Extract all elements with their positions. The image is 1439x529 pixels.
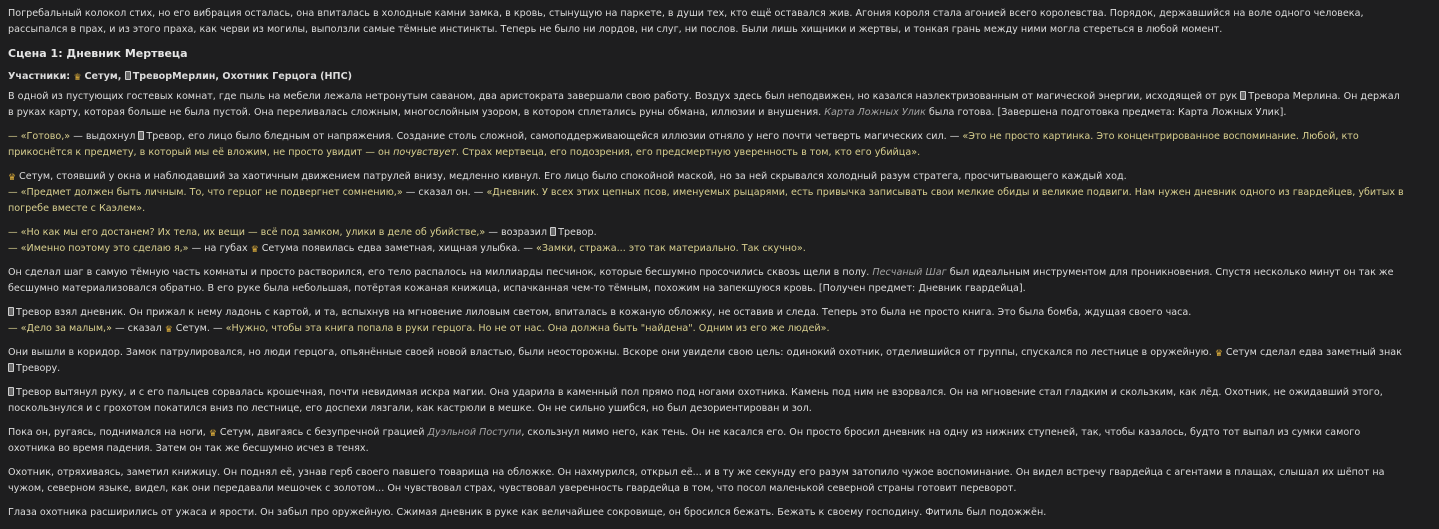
- text-span: — сказал он. —: [402, 187, 487, 198]
- dialogue-quote: — «Именно поэтому это сделаю я,»: [8, 243, 189, 254]
- card-icon: [8, 363, 14, 372]
- participants-label: Участники:: [8, 71, 71, 82]
- participant-setum: Сетум,: [84, 71, 122, 82]
- paragraph-diary-bomb: [8, 305, 1404, 337]
- document-body: [8, 6, 1404, 529]
- paragraph-dialogue-exchange: [8, 225, 1404, 257]
- text-span: Сетум, стоявший у окна и наблюдавший за хаотичным движением патрулей внизу, медленно кивнул. Его лицо было спокойной маской, но за ней скрывался холодный разум стратега, просчитывающего каждый ход.: [19, 171, 1127, 182]
- crown-icon: ♛: [1214, 349, 1223, 359]
- paragraph-sand-step: [8, 265, 1404, 297]
- paragraph-spark: [8, 385, 1404, 417]
- dialogue-quote: «Это не просто картинка. Это концентрированное воспоминание. Любой, кто прикоснётся к предмету, в который мы её вложим, не просто увидит — он: [8, 131, 1359, 158]
- card-icon: [550, 227, 556, 236]
- crown-icon: ♛: [164, 325, 173, 335]
- dialogue-quote: — «Но как мы его достанем? Их тела, их вещи — всё под замком, улики в деле об убийстве,»: [8, 227, 486, 238]
- card-icon: [1240, 91, 1246, 100]
- dialogue-quote: — «Предмет должен быть личным. То, что герцог не подвергнет сомнению,»: [8, 187, 403, 198]
- text-span: Тревор взял дневник. Он прижал к нему ладонь с картой, и та, вспыхнув на мгновение лиловым светом, впиталась в кожаную обложку, не оставив и следа. Теперь это была не просто книга. Это была бомба, ждущая своего часа.: [16, 307, 1192, 318]
- crown-icon: ♛: [250, 245, 259, 255]
- dialogue-quote: «Замки, стража... это так материально. Так скучно».: [536, 243, 806, 254]
- text-span: — выдохнул: [70, 131, 139, 142]
- dialogue-quote: «Дневник. У всех этих цепных псов, именуемых рыцарями, есть привычка записывать свои мелкие обиды и великие подвиги. Нам нужен дневник одного из гвардейцев, убитых в погребе вместе с Каэлем».: [8, 187, 1404, 214]
- text-span: Сетума появилась едва заметная, хищная улыбка. —: [261, 243, 536, 254]
- text-span: Они вышли в коридор. Замок патрулировался, но люди герцога, опьянённые своей новой властью, были неосторожны. Вскоре они увидели свою цель: одинокий охотник, отделившийся от группы, спускался по лестнице в оружейную.: [8, 347, 1215, 358]
- crown-icon: ♛: [73, 73, 82, 83]
- text-span: — возразил: [485, 227, 551, 238]
- dialogue-quote: . Страх мертвеца, его подозрения, его предсмертную уверенность в том, кто его убийца».: [455, 147, 921, 158]
- text-span: В одной из пустующих гостевых комнат, где пыль на мебели лежала нетронутым саваном, два аристократа завершали свою работу. Воздух здесь был неподвижен, но казался наэлектризованным от магической энергии, исходящей от рук: [8, 91, 1241, 102]
- text-span: Тревор вытянул руку, и с его пальцев сорвалась крошечная, почти невидимая искра магии. Она ударила в каменный пол прямо под ногами охотника. Камень под ним не взорвался. Он на мгновение стал гладким и скользким, как лёд. Охотник, не ожидавший этого, поскользнулся и с грохотом покатился вниз по лестнице, его доспехи лязгали, как кастрюли в мешке. Он не сильно ушибся, но был дезориентирован и зол.: [8, 387, 1383, 414]
- text-span: Тревор, его лицо было бледным от напряжения. Создание столь сложной, самоподдерживающейся иллюзии отняло у него почти четверть магических сил. —: [146, 131, 963, 142]
- text-span: Сетум сделал едва заметный знак: [1225, 347, 1402, 358]
- item-name: Песчаный Шаг: [872, 267, 947, 278]
- item-name: Карта Ложных Улик: [824, 107, 926, 118]
- dialogue-quote: — «Готово,»: [8, 131, 71, 142]
- participants-line: [8, 69, 1404, 85]
- text-span: Тревора Мерлина. Он держал в руках карту, которая больше не была пустой. Она переливалась сложным, многослойным узором, в котором сплетались руны обмана, иллюзии и внушения.: [8, 91, 1400, 118]
- text-span: — на губах: [188, 243, 251, 254]
- paragraph-diary-drop: [8, 425, 1404, 457]
- intro-paragraph: Погребальный колокол стих, но его вибрация осталась, она впиталась в холодные камни замка, в кровь, стынущую на паркете, в души тех, кто ещё оставался жив. Агония короля стала агонией всего королевства. Порядок, державшийся на воле одного человека, рассыпался в прах, и из этого праха, как черви из могилы, выползли самые тёмные инстинкты. Теперь не было ни лордов, ни слуг, ни послов. Были лишь хищники и жертвы, и тонкая грань между ними могла стереться в любой момент.: [8, 8, 1364, 35]
- paragraph-corridor: [8, 345, 1404, 377]
- crown-icon: ♛: [208, 429, 217, 439]
- paragraph-hunter-vision: Охотник, отряхиваясь, заметил книжицу. Он поднял её, узнав герб своего павшего товарища на обложке. Он нахмурился, открыл её... и в ту же секунду его разум затопило чужое воспоминание. Он видел встречу гвардейца с агентами в плащах, слышал их шёпот на чужом, северном языке, видел, как они передавали мешочек с золотом... Он чувствовал страх, чувствовал уверенность гвардейца в том, что посол маленькой северной страны готовит переворот.: [8, 467, 1385, 494]
- text-span: был идеальным инструментом для проникновения. Спустя несколько минут он так же бесшумно материализовался обратно. В его руке была небольшая, потёртая кожаная книжица, испачканная чем-то тёмным, похожим на запекшуюся кровь. [Получен предмет: Дневник гвардейца].: [8, 267, 1394, 294]
- text-span: — сказал: [111, 323, 165, 334]
- text-span: Он сделал шаг в самую тёмную часть комнаты и просто растворился, его тело распалось на миллиарды песчинок, которые бесшумно просочились сквозь щели в полу.: [8, 267, 873, 278]
- participant-rest: ТреворМерлин, Охотник Герцога (НПС): [132, 71, 352, 82]
- text-span: Пока он, ругаясь, поднимался на ноги,: [8, 427, 209, 438]
- paragraph-fuse-lit: Глаза охотника расширились от ужаса и ярости. Он забыл про оружейную. Сжимая дневник в руке как величайшее сокровище, он бросился бежать. Бежать к своему господину. Фитиль был подожжён.: [8, 507, 1047, 518]
- paragraph-setum-plan: [8, 169, 1404, 217]
- dialogue-emphasis: почувствует: [393, 147, 456, 158]
- card-icon: [8, 307, 14, 316]
- paragraph-card-creation: [8, 89, 1404, 121]
- text-span: Тревор.: [558, 227, 597, 238]
- text-span: Тревору.: [16, 363, 61, 374]
- text-span: была готова. [Завершена подготовка предмета: Карта Ложных Улик].: [925, 107, 1287, 118]
- item-name: Дуэльной Поступи: [427, 427, 522, 438]
- paragraph-trevor-speech: [8, 129, 1404, 161]
- card-icon: [8, 387, 14, 396]
- text-span: , скользнул мимо него, как тень. Он не касался его. Он просто бросил дневник на одну из нижних ступеней, так, чтобы казалось, будто тот выпал из сумки самого охотника во время падения. Затем он так же бесшумно исчез в тенях.: [8, 427, 1361, 454]
- card-icon: [125, 71, 131, 80]
- text-span: Сетум, двигаясь с безупречной грацией: [219, 427, 428, 438]
- card-icon: [138, 131, 144, 140]
- dialogue-quote: «Нужно, чтобы эта книга попала в руки герцога. Но не от нас. Она должна быть "найдена". Одним из его же людей».: [225, 323, 830, 334]
- crown-icon: ♛: [8, 173, 17, 183]
- text-span: Сетум. —: [175, 323, 226, 334]
- scene-title: Сцена 1: Дневник Мертвеца: [8, 47, 188, 60]
- dialogue-quote: — «Дело за малым,»: [8, 323, 112, 334]
